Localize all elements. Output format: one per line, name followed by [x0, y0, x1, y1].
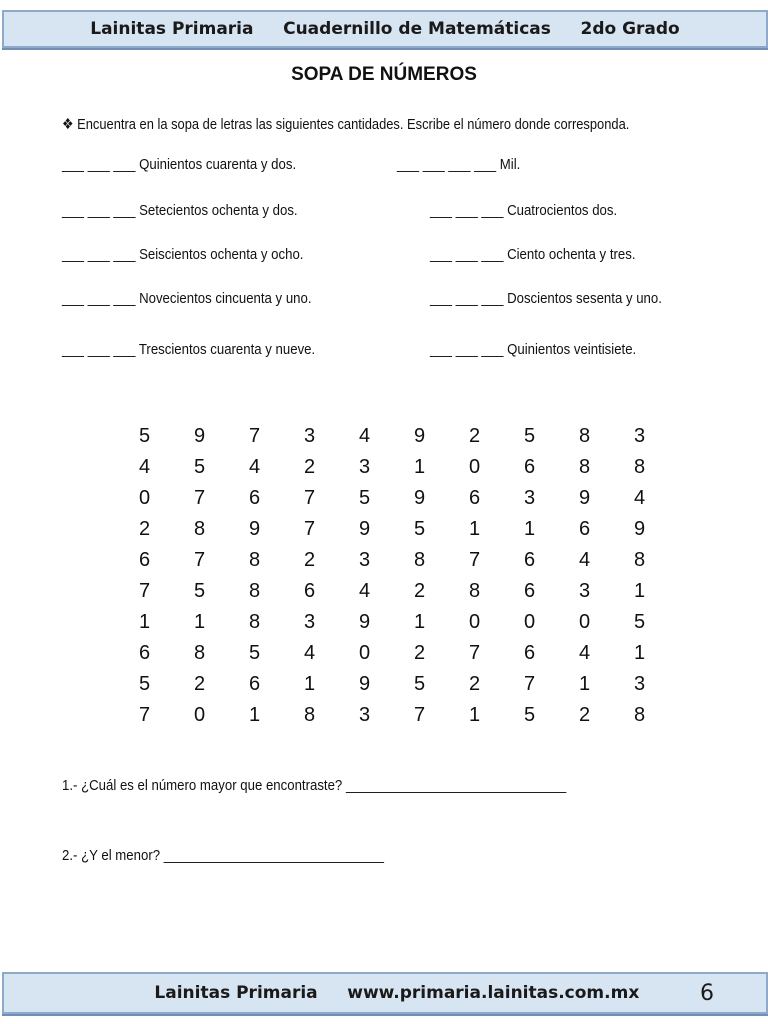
grid-row [117, 483, 667, 514]
grid-cell[interactable]: 8 [248, 580, 261, 602]
grid-cell[interactable]: 9 [358, 673, 371, 695]
grid-cell[interactable]: 7 [138, 580, 151, 602]
grid-cell[interactable]: 0 [193, 704, 206, 726]
grid-cell[interactable]: 8 [413, 549, 426, 571]
grid-cell[interactable]: 1 [578, 673, 591, 695]
grid-cell[interactable]: 9 [578, 487, 591, 509]
grid-cell[interactable]: 3 [303, 425, 316, 447]
grid-cell[interactable]: 8 [633, 549, 646, 571]
grid-cell[interactable]: 7 [193, 549, 206, 571]
grid-cell[interactable]: 9 [413, 425, 426, 447]
grid-cell[interactable]: 5 [358, 487, 371, 509]
answer-blanks[interactable]: ___ ___ ___ ___ [397, 156, 497, 173]
grid-row [117, 576, 667, 607]
grid-cell[interactable]: 5 [413, 518, 426, 540]
grid-cell[interactable]: 8 [633, 704, 646, 726]
answer-blanks[interactable]: ___ ___ ___ [62, 246, 136, 263]
answer-blanks[interactable]: ___ ___ ___ [430, 341, 504, 358]
grid-cell[interactable]: 5 [248, 642, 261, 664]
list-item [62, 290, 312, 307]
list-item [397, 156, 520, 173]
grid-cell[interactable]: 1 [138, 611, 151, 633]
grid-cell[interactable]: 1 [633, 642, 646, 664]
grid-row [117, 452, 667, 483]
answer-blanks[interactable]: ___ ___ ___ [62, 156, 136, 173]
grid-cell[interactable]: 6 [303, 580, 316, 602]
grid-cell[interactable]: 7 [523, 673, 536, 695]
grid-cell[interactable]: 7 [138, 704, 151, 726]
item-text: Mil. [499, 156, 521, 173]
grid-cell[interactable]: 8 [248, 611, 261, 633]
grid-cell[interactable]: 3 [523, 487, 536, 509]
grid-cell[interactable]: 8 [468, 580, 481, 602]
grid-cell[interactable]: 2 [193, 673, 206, 695]
answer-blanks[interactable]: ___ ___ ___ [62, 290, 136, 307]
grid-cell[interactable]: 6 [523, 549, 536, 571]
grid-cell[interactable]: 3 [358, 549, 371, 571]
page-title: SOPA DE NÚMEROS [291, 64, 477, 85]
grid-cell[interactable]: 0 [578, 611, 591, 633]
header-grade: 2do Grado [580, 19, 680, 39]
answer-blanks[interactable]: ___ ___ ___ [62, 341, 136, 358]
grid-cell[interactable]: 2 [303, 456, 316, 478]
grid-cell[interactable]: 6 [138, 549, 151, 571]
grid-cell[interactable]: 1 [633, 580, 646, 602]
number-search-grid [117, 421, 667, 731]
grid-cell[interactable]: 4 [633, 487, 646, 509]
grid-cell[interactable]: 9 [633, 518, 646, 540]
grid-cell[interactable]: 5 [633, 611, 646, 633]
grid-cell[interactable]: 7 [248, 425, 261, 447]
grid-row [117, 514, 667, 545]
header-subject: Cuadernillo de Matemáticas [283, 19, 551, 39]
grid-cell[interactable]: 6 [138, 642, 151, 664]
header-brand: Lainitas Primaria [90, 19, 254, 39]
grid-cell[interactable]: 1 [523, 518, 536, 540]
grid-cell[interactable]: 7 [468, 549, 481, 571]
item-text: Trescientos cuarenta y nueve. [138, 341, 316, 358]
grid-cell[interactable]: 7 [413, 704, 426, 726]
list-item [62, 341, 315, 358]
grid-cell[interactable]: 8 [248, 549, 261, 571]
grid-cell[interactable]: 5 [138, 673, 151, 695]
grid-cell[interactable]: 8 [578, 425, 591, 447]
grid-cell[interactable]: 4 [303, 642, 316, 664]
question-1 [62, 777, 566, 794]
grid-cell[interactable]: 5 [413, 673, 426, 695]
grid-cell[interactable]: 4 [248, 456, 261, 478]
answer-blanks[interactable]: ___ ___ ___ [430, 290, 504, 307]
grid-cell[interactable]: 1 [468, 518, 481, 540]
item-text: Ciento ochenta y tres. [507, 246, 636, 263]
grid-cell[interactable]: 8 [193, 518, 206, 540]
page-number: 6 [700, 980, 714, 1006]
grid-cell[interactable]: 2 [413, 642, 426, 664]
grid-cell[interactable]: 9 [248, 518, 261, 540]
grid-cell[interactable]: 7 [193, 487, 206, 509]
grid-cell[interactable]: 4 [578, 549, 591, 571]
grid-cell[interactable]: 6 [578, 518, 591, 540]
grid-cell[interactable]: 3 [633, 673, 646, 695]
item-text: Cuatrocientos dos. [507, 202, 618, 219]
grid-cell[interactable]: 5 [193, 456, 206, 478]
grid-cell[interactable]: 5 [523, 704, 536, 726]
grid-cell[interactable]: 0 [523, 611, 536, 633]
footer-url[interactable]: www.primaria.lainitas.com.mx [347, 983, 640, 1003]
grid-cell[interactable]: 9 [358, 611, 371, 633]
grid-cell[interactable]: 4 [138, 456, 151, 478]
grid-cell[interactable]: 3 [358, 456, 371, 478]
item-text: Novecientos cincuenta y uno. [139, 290, 312, 307]
grid-cell[interactable]: 3 [358, 704, 371, 726]
grid-cell[interactable]: 2 [138, 518, 151, 540]
page-header [2, 10, 768, 48]
grid-cell[interactable]: 2 [303, 549, 316, 571]
grid-cell[interactable]: 8 [578, 456, 591, 478]
grid-cell[interactable]: 0 [358, 642, 371, 664]
grid-cell[interactable]: 4 [358, 425, 371, 447]
instruction [62, 115, 629, 133]
page-footer [2, 972, 768, 1014]
question-text: 2.- ¿Y el menor? [62, 847, 161, 864]
grid-row [117, 669, 667, 700]
grid-cell[interactable]: 2 [468, 425, 481, 447]
grid-cell[interactable]: 5 [138, 425, 151, 447]
grid-cell[interactable]: 8 [633, 456, 646, 478]
grid-cell[interactable]: 7 [303, 518, 316, 540]
grid-cell[interactable]: 2 [468, 673, 481, 695]
grid-cell[interactable]: 1 [413, 456, 426, 478]
list-item [430, 246, 635, 263]
list-item [430, 202, 617, 219]
grid-row [117, 638, 667, 669]
answer-blanks[interactable]: ___ ___ ___ [430, 202, 504, 219]
grid-cell[interactable]: 4 [358, 580, 371, 602]
grid-cell[interactable]: 1 [413, 611, 426, 633]
grid-cell[interactable]: 0 [138, 487, 151, 509]
bullet-icon: ❖ [62, 116, 74, 133]
grid-cell[interactable]: 9 [193, 425, 206, 447]
question-text: 1.- ¿Cuál es el número mayor que encontraste? [62, 777, 343, 794]
list-item [430, 290, 662, 307]
grid-cell[interactable]: 8 [193, 642, 206, 664]
grid-cell[interactable]: 6 [248, 673, 261, 695]
item-text: Quinientos cuarenta y dos. [139, 156, 297, 173]
grid-cell[interactable]: 5 [193, 580, 206, 602]
answer-line[interactable]: ______________________________ [163, 847, 384, 864]
grid-cell[interactable]: 6 [523, 642, 536, 664]
grid-cell[interactable]: 3 [303, 611, 316, 633]
item-text: Quinientos veintisiete. [507, 341, 637, 358]
answer-blanks[interactable]: ___ ___ ___ [430, 246, 504, 263]
grid-cell[interactable]: 1 [303, 673, 316, 695]
grid-cell[interactable]: 8 [303, 704, 316, 726]
list-item [62, 202, 298, 219]
grid-cell[interactable]: 9 [358, 518, 371, 540]
grid-cell[interactable]: 3 [578, 580, 591, 602]
grid-cell[interactable]: 0 [468, 611, 481, 633]
grid-cell[interactable]: 7 [468, 642, 481, 664]
grid-cell[interactable]: 4 [578, 642, 591, 664]
grid-cell[interactable]: 2 [413, 580, 426, 602]
grid-cell[interactable]: 0 [468, 456, 481, 478]
grid-cell[interactable]: 5 [523, 425, 536, 447]
grid-cell[interactable]: 6 [468, 487, 481, 509]
item-text: Seiscientos ochenta y ocho. [139, 246, 304, 263]
list-item [62, 246, 303, 263]
grid-cell[interactable]: 7 [303, 487, 316, 509]
instruction-text: Encuentra en la sopa de letras las siguientes cantidades. Escribe el número donde corresponda. [77, 116, 630, 133]
grid-cell[interactable]: 6 [248, 487, 261, 509]
list-item [430, 341, 636, 358]
question-2 [62, 847, 384, 864]
grid-cell[interactable]: 1 [193, 611, 206, 633]
list-item [62, 156, 296, 173]
item-text: Doscientos sesenta y uno. [507, 290, 662, 307]
answer-line[interactable]: ______________________________ [345, 777, 567, 794]
grid-cell[interactable]: 2 [578, 704, 591, 726]
grid-cell[interactable]: 1 [248, 704, 261, 726]
grid-row [117, 607, 667, 638]
grid-row [117, 421, 667, 452]
grid-row [117, 545, 667, 576]
grid-cell[interactable]: 3 [633, 425, 646, 447]
grid-cell[interactable]: 1 [468, 704, 481, 726]
item-text: Setecientos ochenta y dos. [139, 202, 298, 219]
grid-cell[interactable]: 6 [523, 456, 536, 478]
grid-cell[interactable]: 6 [523, 580, 536, 602]
footer-brand: Lainitas Primaria [154, 983, 318, 1003]
grid-cell[interactable]: 9 [413, 487, 426, 509]
grid-row [117, 700, 667, 731]
answer-blanks[interactable]: ___ ___ ___ [62, 202, 136, 219]
